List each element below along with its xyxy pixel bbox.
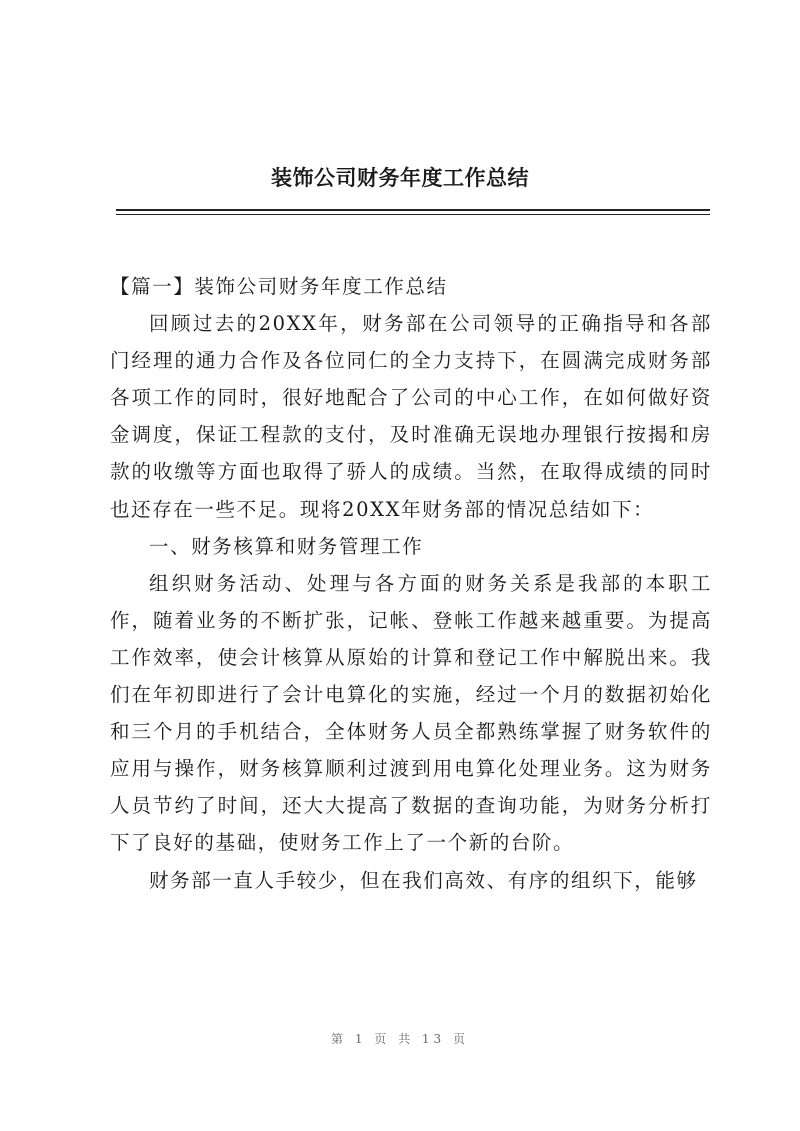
section-heading: 【篇一】装饰公司财务年度工作总结 [110, 275, 448, 298]
paragraph-accounting: 组织财务活动、处理与各方面的财务关系是我部的本职工作，随着业务的不断扩张，记帐、登帐工作越来越重要。为提高工作效率，使会计核算从原始的计算和登记工作中解脱出来。我们在年初即进行了会计电算化的实施，经过一个月的数据初始化和三个月的手机结合，全体财务人员全都熟练掌握了财务软件的应用与操作，财务核算顺利过渡到用电算化处理业务。这为财务人员节约了时间，还大大提高了数据的查询功能，为财务分析打下了良好的基础，使财务工作上了一个新的台阶。 [110, 571, 712, 855]
document-title: 装饰公司财务年度工作总结 [271, 166, 529, 190]
subsection-heading: 一、财务核算和财务管理工作 [149, 534, 424, 558]
paragraph-staffing: 财务部一直人手较少，但在我们高效、有序的组织下，能够 [149, 868, 698, 892]
document-body [110, 268, 712, 899]
paragraph-intro: 回顾过去的20XX年，财务部在公司领导的正确指导和各部门经理的通力合作及各位同仁的全力支持下，在圆满完成财务部各项工作的同时，很好地配合了公司的中心工作，在如何做好资金调度，保证工程款的支付，及时准确无误地办理银行按揭和房款的收缴等方面也取得了骄人的成绩。当然，在取得成绩的同时也还存在一些不足。现将20XX年财务部的情况总结如下： [110, 312, 712, 521]
title-rule-thin [116, 214, 710, 215]
title-rule-thick [116, 209, 710, 211]
page-footer: 第 1 页 共 13 页 [331, 1032, 469, 1046]
